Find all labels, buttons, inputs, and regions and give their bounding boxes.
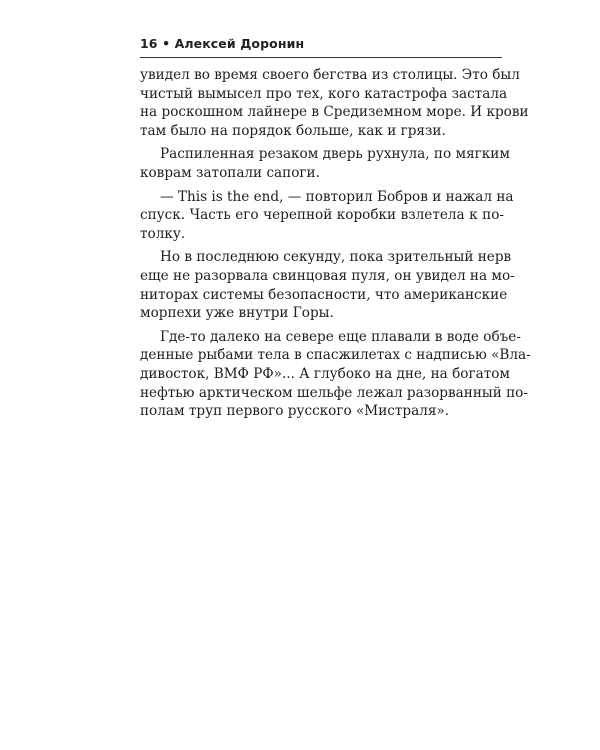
paragraph [140, 66, 529, 140]
text-line: спуск. Часть его черепной коробки взлетела к по- [140, 207, 504, 224]
running-head [140, 36, 304, 51]
text-line: Где-то далеко на севере еще плавали в воде объе- [160, 328, 521, 345]
text-line: полам труп первого русского «Мистраля». [140, 403, 450, 420]
paragraph [140, 188, 514, 244]
author-name: Алексей Доронин [174, 36, 305, 51]
body-text [140, 66, 531, 426]
text-line: чистый вымысел про тех, кого катастрофа застала [140, 85, 508, 102]
text-line: увидел во время своего бегства из столицы. Это был [140, 67, 520, 83]
paragraph [140, 248, 515, 322]
text-line: на роскошном лайнере в Средиземном море. И крови [140, 104, 529, 121]
text-line: нефтью арктическом шельфе лежал разорванный по- [140, 384, 528, 401]
header-separator: • [162, 36, 171, 51]
text-line: дивосток, ВМФ РФ»... А глубоко на дне, на богатом [140, 365, 510, 382]
text-line: там было на порядок больше, как и грязи. [140, 122, 446, 139]
text-line: еще не разорвала свинцовая пуля, он увидел на мо- [140, 267, 515, 284]
text-line: денные рыбами тела в спасжилетах с надписью «Вла- [140, 347, 531, 364]
text-line: толку. [140, 225, 186, 242]
page-number: 16 [140, 36, 158, 51]
text-line: Но в последнюю секунду, пока зрительный нерв [160, 249, 512, 266]
text-line: Распиленная резаком дверь рухнула, по мягким [160, 146, 510, 163]
text-line: коврам затопали сапоги. [140, 164, 320, 181]
text-line: — This is the end, — повторил Бобров и нажал на [160, 188, 514, 205]
paragraph [140, 145, 510, 182]
text-line: морпехи уже внутри Горы. [140, 305, 334, 322]
text-line: ниторах системы безопасности, что американские [140, 286, 508, 303]
paragraph [140, 328, 531, 421]
header-rule [140, 57, 502, 58]
